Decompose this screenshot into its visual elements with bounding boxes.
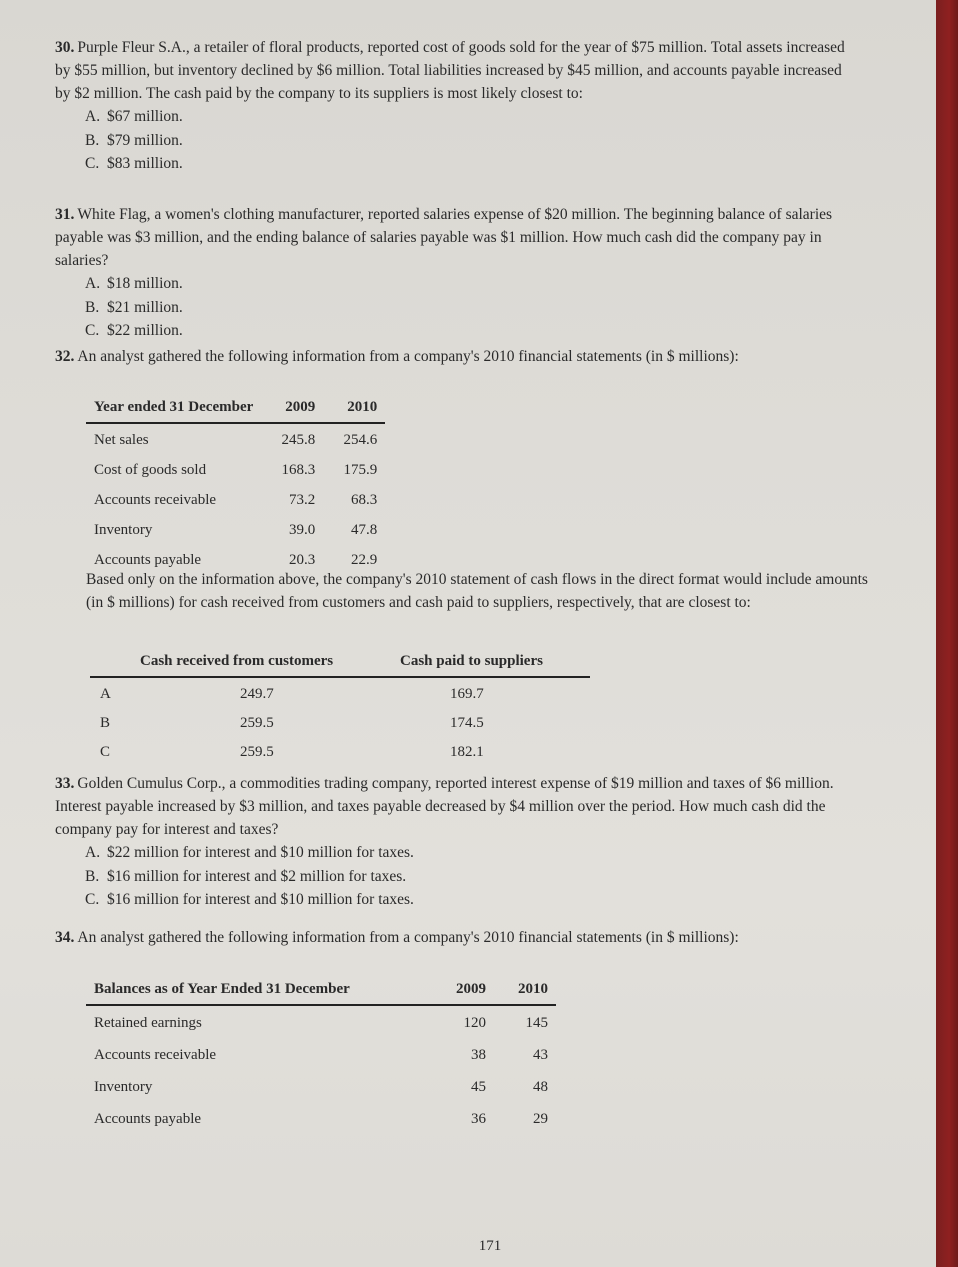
table-cell: 120: [463, 1014, 486, 1031]
table-header: 2010: [323, 397, 385, 423]
q32-data-table: [86, 397, 385, 574]
table-cell: 259.5: [240, 714, 274, 731]
option-c: C. $83 million.: [85, 155, 183, 172]
question-number: 31.: [55, 206, 75, 223]
table-cell: 29: [533, 1110, 548, 1127]
table-cell: Net sales: [94, 432, 149, 448]
table-cell: 47.8: [351, 522, 378, 538]
page-number: 171: [478, 1238, 502, 1254]
table-header: Year ended 31 December: [86, 397, 261, 423]
option-b: B. $21 million.: [85, 298, 183, 316]
question-number: 34.: [55, 929, 75, 946]
question-33: [55, 772, 860, 912]
option-a: A. $22 million for interest and $10 million for taxes.: [85, 844, 414, 861]
question-number: 32.: [55, 348, 75, 365]
table-cell: 68.3: [351, 492, 378, 508]
question-33-stem: [55, 772, 860, 841]
question-text: Golden Cumulus Corp., a commodities trading company, reported interest expense of $19 million and taxes of $6 million. Interest payable increased by $3 million, and taxes payable decreased by $4 million over the period. How much cash did the company pay for interest and taxes?: [55, 775, 834, 838]
question-31-stem: [55, 203, 860, 272]
question-32-stem: [55, 345, 860, 368]
table-row: [86, 1038, 556, 1070]
table-cell: 43: [533, 1046, 548, 1063]
option-c: C. $22 million.: [85, 322, 183, 339]
table-cell: 22.9: [351, 552, 378, 568]
q34-data-table: [86, 979, 556, 1134]
table-cell: Accounts payable: [94, 552, 202, 568]
table-cell: 174.5: [450, 714, 484, 731]
table-row: [86, 484, 385, 514]
table-header-row: [86, 979, 556, 1005]
table-cell: 254.6: [343, 432, 378, 448]
question-text: An analyst gathered the following information from a company's 2010 financial statements (in $ millions):: [77, 348, 739, 365]
table-cell: Inventory: [94, 522, 153, 538]
option-letter: C: [100, 743, 111, 760]
question-34: [55, 926, 860, 949]
table-row: [86, 514, 385, 544]
table-cell: 175.9: [343, 462, 378, 478]
table-row: [86, 423, 385, 454]
book-edge: [936, 0, 958, 1267]
table-cell: 48: [533, 1078, 548, 1095]
table-header: [90, 651, 130, 677]
table-row: [90, 736, 590, 765]
table-cell: Accounts receivable: [94, 1046, 217, 1063]
table-header: Cash paid to suppliers: [390, 651, 590, 677]
table-cell: 145: [525, 1014, 548, 1031]
table-cell: Accounts payable: [94, 1110, 202, 1127]
table-cell: 20.3: [289, 552, 316, 568]
table-row: [90, 707, 590, 736]
question-text: Purple Fleur S.A., a retailer of floral products, reported cost of goods sold for the year of $75 million. Total assets increased by $55 million, but inventory declined by $6 million. Total liabilities increased by $45 million, and accounts payable increased by $2 million. The cash paid by the company to its suppliers is most likely closest to:: [55, 39, 845, 102]
table-row: [86, 454, 385, 484]
table-cell: Retained earnings: [94, 1014, 202, 1031]
table-cell: 39.0: [289, 522, 316, 538]
table-cell: 182.1: [450, 743, 484, 760]
question-34-stem: [55, 926, 860, 949]
table-row: [90, 677, 590, 707]
option-a: A. $18 million.: [85, 275, 183, 292]
table-cell: Accounts receivable: [94, 492, 217, 508]
table-header: 2009: [261, 397, 323, 423]
table-cell: 249.7: [240, 685, 274, 702]
table-cell: 38: [471, 1046, 486, 1063]
option-letter: B: [100, 714, 111, 731]
question-text: White Flag, a women's clothing manufacturer, reported salaries expense of $20 million. The beginning balance of salaries payable was $3 million, and the ending balance of salaries payable was $1 million. How much cash did the company pay in salaries?: [55, 206, 833, 269]
table-cell: 45: [471, 1078, 486, 1095]
table-header: Cash received from customers: [130, 651, 390, 677]
table-header-row: [90, 651, 590, 677]
question-text: An analyst gathered the following information from a company's 2010 financial statements (in $ millions):: [77, 929, 739, 946]
table-header: Balances as of Year Ended 31 December: [86, 979, 432, 1005]
table-cell: Inventory: [94, 1078, 153, 1095]
option-letter: A: [100, 685, 111, 702]
option-c: C. $16 million for interest and $10 million for taxes.: [85, 891, 414, 908]
table-cell: 169.7: [450, 685, 484, 702]
option-b: B. $79 million.: [85, 131, 183, 149]
table-cell: 73.2: [289, 492, 316, 508]
table-cell: 259.5: [240, 743, 274, 760]
question-32: [55, 345, 860, 368]
question-number: 33.: [55, 775, 75, 792]
q32-answer-table: [90, 651, 590, 765]
table-row: [86, 1102, 556, 1134]
table-header: 2010: [494, 979, 556, 1005]
question-number: 30.: [55, 39, 75, 56]
option-b: B. $16 million for interest and $2 million for taxes.: [85, 867, 407, 885]
question-31: [55, 203, 860, 343]
table-header: 2009: [432, 979, 494, 1005]
table-cell: 245.8: [281, 432, 316, 448]
option-a: A. $67 million.: [85, 108, 183, 125]
question-30: [55, 36, 860, 176]
table-row: [86, 1070, 556, 1102]
question-30-stem: [55, 36, 860, 105]
table-cell: 168.3: [281, 462, 316, 478]
table-row: [86, 1005, 556, 1038]
table-cell: 36: [471, 1110, 486, 1127]
table-header-row: [86, 397, 385, 423]
table-cell: Cost of goods sold: [94, 462, 207, 478]
q32-followup-text: Based only on the information above, the company's 2010 statement of cash flows in the direct format would include amounts (in $ millions) for cash received from customers and cash paid to suppliers, respectively, that are closest to:: [86, 571, 868, 611]
